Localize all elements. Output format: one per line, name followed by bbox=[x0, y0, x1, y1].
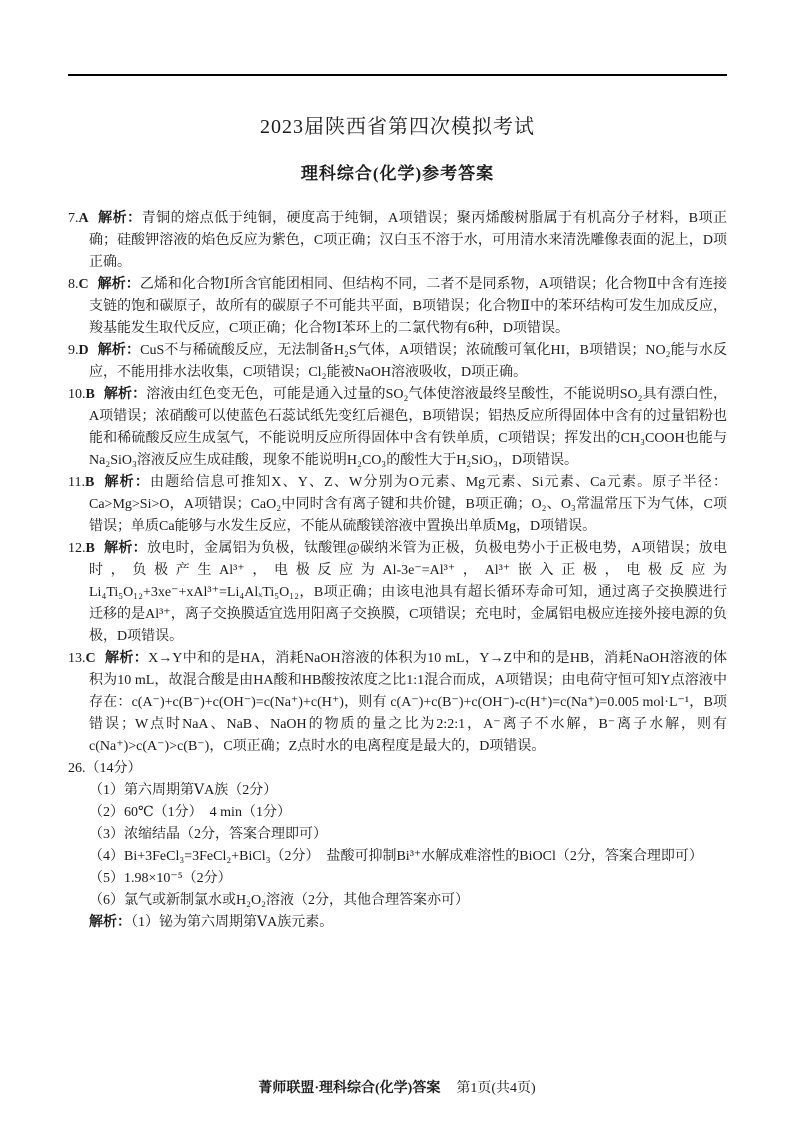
question-number: 7. bbox=[68, 211, 79, 226]
analysis-text: 青铜的熔点低于纯铜，硬度高于纯铜，A项错误；聚丙烯酸树脂属于有机高分子材料，B项正确；硅酸钾溶液的焰色反应为紫色，C项正确；汉白玉不溶于水，可用清水来清洗雕像表面的泥上，D项正确。 bbox=[89, 211, 727, 270]
analysis-label: 解析： bbox=[103, 541, 147, 556]
footer-source: 菁师联盟·理科综合(化学)答案 bbox=[258, 1081, 441, 1096]
question-number: 13. bbox=[68, 651, 86, 666]
analysis-text: 放电时，金属铝为负极，钛酸锂@碳纳米管为正极，负极电势小于正极电势，A项错误；放电时，负极产生Al³⁺，电极反应为Al-3e⁻=Al³⁺，Al³⁺嵌入正极，电极反应为Li₄Ti₅O₁₂+3xe⁻+xAl³⁺=Li₄AlₓTi₅O₁₂，B项正确；由该电池具有超长循环寿命可知，通过离子交换膜进行迁移的是Al³⁺，离子交换膜适宜选用阳离子交换膜，C项错误；充电时，金属铝电极应连接外接电源的负极，D项错误。 bbox=[89, 541, 727, 644]
answer-letter: B bbox=[85, 541, 95, 556]
page-subtitle: 理科综合(化学)参考答案 bbox=[300, 164, 495, 183]
analysis-text: 乙烯和化合物Ⅰ所含官能团相同、但结构不同，二者不是同系物，A项错误；化合物Ⅱ中含有连接支链的饱和碳原子，故所有的碳原子不可能共平面，B项错误；化合物Ⅱ中的苯环结构可发生加成反应，羧基能发生取代反应，C项正确；化合物Ⅰ苯环上的二氯代物有6种，D项错误。 bbox=[89, 277, 728, 336]
question-26-part-6: （6）氯气或新制氯水或H₂O₂溶液（2分，其他合理答案亦可） bbox=[89, 893, 469, 908]
question-26-part-4: （4）Bi+3FeCl₃=3FeCl₂+BiCl₃（2分） 盐酸可抑制Bi³⁺水解成难溶性的BiOCl（2分，答案合理即可） bbox=[89, 849, 703, 864]
question-26-analysis bbox=[89, 912, 727, 934]
question-26-part-1: （1）第六周期第ⅤA族（2分） bbox=[89, 783, 278, 798]
question-26-block bbox=[68, 758, 727, 934]
page-title: 2023届陕西省第四次模拟考试 bbox=[260, 116, 535, 138]
analysis-text: （1）铋为第六周期第ⅤA族元素。 bbox=[131, 915, 334, 930]
answer-item-11 bbox=[68, 472, 727, 538]
question-number: 8. bbox=[68, 277, 79, 292]
analysis-label: 解析： bbox=[97, 211, 142, 226]
analysis-label: 解析： bbox=[97, 343, 141, 358]
analysis-text: CuS不与稀硫酸反应，无法制备H₂S气体，A项错误；浓硫酸可氧化HI，B项错误；NO₂能与水反应，不能用排水法收集，C项错误；Cl₂能被NaOH溶液吸收，D项正确。 bbox=[89, 343, 727, 380]
question-number: 10. bbox=[68, 387, 86, 402]
question-26-heading: 26.（14分） bbox=[68, 761, 142, 776]
question-26-part-3: （3）浓缩结晶（2分，答案合理即可） bbox=[89, 827, 327, 842]
page-footer bbox=[0, 1077, 794, 1097]
analysis-text: 溶液由红色变无色，可能是通入过量的SO₂气体使溶液最终呈酸性，不能说明SO₂具有漂白性，A项错误；浓硝酸可以使蓝色石蕊试纸先变红后褪色，B项错误；铝热反应所得固体中含有的过量铝粉也能和稀硫酸反应生成氢气，不能说明反应所得固体中含有铁单质，C项错误；挥发出的CH₃COOH也能与Na₂SiO₃溶液反应生成硅酸，现象不能说明H₂CO₃的酸性大于H₂SiO₃，D项错误。 bbox=[89, 387, 727, 468]
answers-body bbox=[68, 208, 727, 934]
analysis-label: 解析： bbox=[103, 387, 147, 402]
question-number: 12. bbox=[68, 541, 86, 556]
analysis-label: 解析： bbox=[97, 277, 140, 292]
question-number: 11. bbox=[68, 475, 85, 490]
analysis-label: 解析： bbox=[104, 651, 149, 666]
question-number: 9. bbox=[68, 343, 79, 358]
answer-item-7 bbox=[68, 208, 727, 274]
question-26-part-5: （5）1.98×10⁻⁵（2分） bbox=[89, 871, 232, 886]
analysis-label: 解析： bbox=[89, 915, 131, 930]
answer-letter: C bbox=[85, 651, 96, 666]
answer-letter: B bbox=[84, 475, 95, 490]
answer-letter: C bbox=[78, 277, 89, 292]
answer-letter: A bbox=[78, 211, 89, 226]
footer-page-number: 第1页(共4页) bbox=[456, 1081, 536, 1096]
answer-letter: B bbox=[85, 387, 95, 402]
question-26-part-2: （2）60℃（1分） 4 min（1分） bbox=[89, 805, 291, 820]
answer-letter: D bbox=[78, 343, 89, 358]
answer-item-13 bbox=[68, 648, 727, 758]
answer-item-8 bbox=[68, 274, 727, 340]
answer-item-12 bbox=[68, 538, 727, 648]
answer-item-10 bbox=[68, 384, 727, 472]
answer-item-9 bbox=[68, 340, 727, 384]
analysis-label: 解析： bbox=[103, 475, 150, 490]
analysis-text: X→Y中和的是HA，消耗NaOH溶液的体积为10 mL，Y→Z中和的是HB，消耗NaOH溶液的体积为10 mL，故混合酸是由HA酸和HB酸按浓度之比1:1混合而成，A项错误；由电荷守恒可知Y点溶液中存在：c(A⁻)+c(B⁻)+c(OH⁻)=c(Na⁺)+c(H⁺)，则有 c(A⁻)+c(B⁻)+c(OH⁻)-c(H⁺)=c(Na⁺)=0.005 mol·L⁻¹，B项错误；W点时NaA、NaB、NaOH的物质的量之比为2:2:1，A⁻离子不水解，B⁻离子水解，则有c(Na⁺)>c(A⁻)>c(B⁻)，C项正确；Z点时水的电离程度是最大的，D项错误。 bbox=[89, 651, 727, 754]
analysis-text: 由题给信息可推知X、Y、Z、W分别为O元素、Mg元素、Si元素、Ca元素。原子半径：Ca>Mg>Si>O，A项错误；CaO₂中同时含有离子键和共价键，B项正确；O₂、O₃常温常压下为气体，C项错误；单质Ca能够与水发生反应，不能从硫酸镁溶液中置换出单质Mg，D项错误。 bbox=[89, 475, 727, 534]
top-rule bbox=[68, 74, 727, 76]
